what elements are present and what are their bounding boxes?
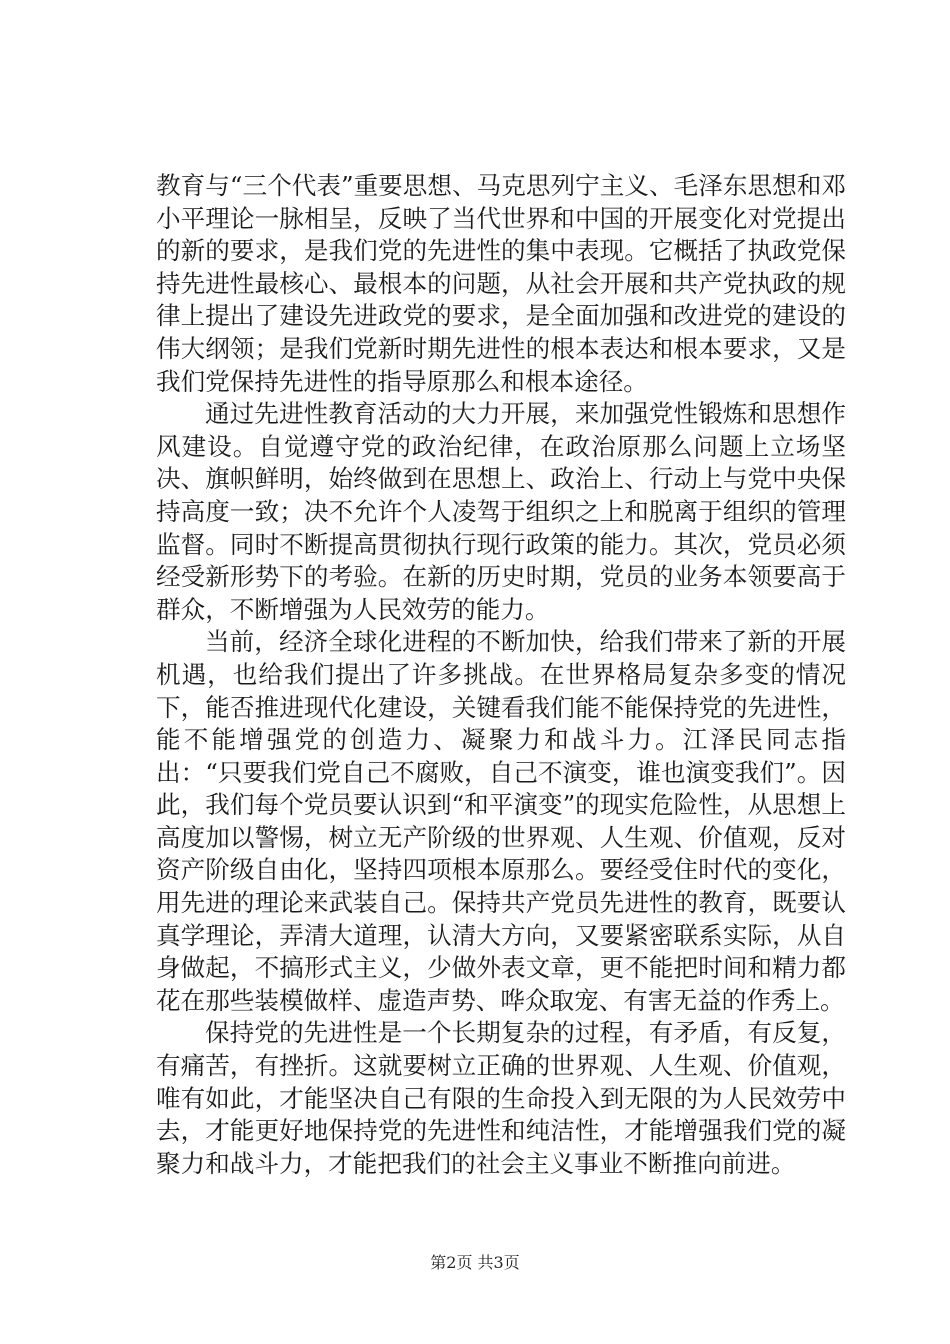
paragraph-3: 当前，经济全球化进程的不断加快，给我们带来了新的开展机遇，也给我们提出了许多挑战。在世界格局复杂多变的情况下，能否推进现代化建设，关键看我们能不能保持党的先进性，能不能增强党的创造力、凝聚力和战斗力。江泽民同志指出：“只要我们党自己不腐败，自己不演变，谁也演变我们”。因此，我们每个党员要认识到“和平演变”的现实危险性，从思想上高度加以警惕，树立无产阶级的世界观、人生观、价值观，反对资产阶级自由化，坚持四项根本原那么。要经受住时代的变化，用先进的理论来武装自己。保持共产党员先进性的教育，既要认真学理论，弄清大道理，认清大方向，又要紧密联系实际，从自身做起，不搞形式主义，少做外表文章，更不能把时间和精力都花在那些装模做样、虚造声势、哗众取宠、有害无益的作秀上。 — [156, 627, 846, 1015]
paragraph-1: 教育与“三个代表”重要思想、马克思列宁主义、毛泽东思想和邓小平理论一脉相呈，反映了当代世界和中国的开展变化对党提出的新的要求，是我们党的先进性的集中表现。它概括了执政党保持先进性最核心、最根本的问题，从社会开展和共产党执政的规律上提出了建设先进政党的要求，是全面加强和改进党的建设的伟大纲领；是我们党新时期先进性的根本表达和根本要求，又是我们党保持先进性的指导原那么和根本途径。 — [156, 171, 846, 396]
page-footer: 第2页 共3页 — [430, 1253, 520, 1272]
document-body — [156, 170, 846, 1180]
paragraph-2: 通过先进性教育活动的大力开展，来加强党性锻炼和思想作风建设。自觉遵守党的政治纪律，在政治原那么问题上立场坚决、旗帜鲜明，始终做到在思想上、政治上、行动上与党中央保持高度一致；决不允许个人凌驾于组织之上和脱离于组织的管理监督。同时不断提高贯彻执行现行政策的能力。其次，党员必须经受新形势下的考验。在新的历史时期，党员的业务本领要高于群众，不断增强为人民效劳的能力。 — [156, 399, 846, 624]
paragraph-4: 保持党的先进性是一个长期复杂的过程，有矛盾，有反复，有痛苦，有挫折。这就要树立正确的世界观、人生观、价值观，唯有如此，才能坚决自己有限的生命投入到无限的为人民效劳中去，才能更好地保持党的先进性和纯洁性，才能增强我们党的凝聚力和战斗力，才能把我们的社会主义事业不断推向前进。 — [156, 1018, 846, 1178]
